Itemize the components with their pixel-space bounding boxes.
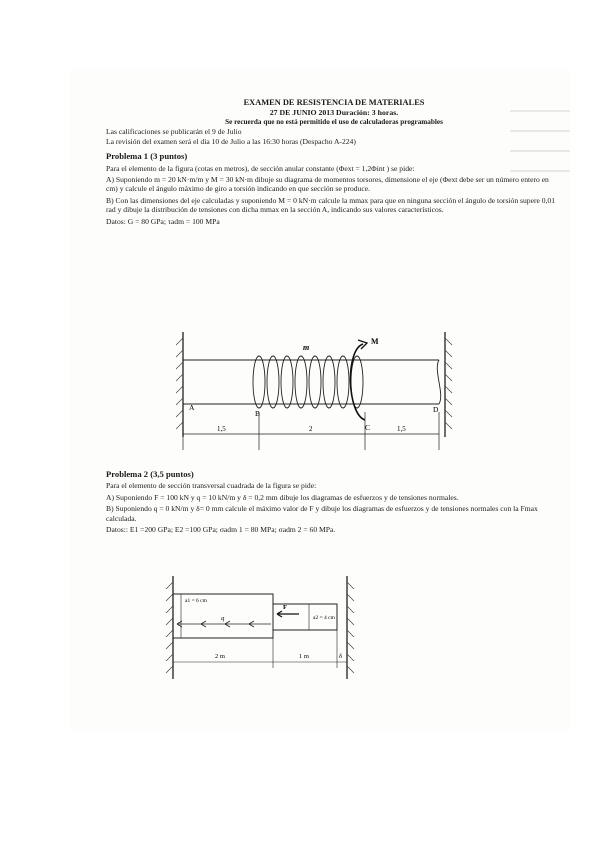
- problem2-content: [106, 470, 562, 536]
- review-line: La revisión del examen será el día 10 de Julio a las 16:30 horas (Despacho A-224): [106, 136, 356, 146]
- problem2-heading: Problema 2 (3,5 puntos): [106, 469, 194, 479]
- dim-2m: 2 m: [215, 653, 225, 660]
- shaft: [183, 360, 441, 404]
- moment-M-symbol: [350, 340, 367, 420]
- problem2-figure: [163, 574, 368, 689]
- dim-1-5-left: 1,5: [217, 425, 226, 433]
- label-B: B: [255, 409, 261, 418]
- dim-1-5-right: 1,5: [397, 425, 406, 433]
- label-D: D: [433, 405, 439, 414]
- left-wall: [176, 332, 183, 437]
- grades-line: Las calificaciones se publicarán el 9 de Julio: [106, 127, 242, 137]
- label-a2: a2 = 4 cm: [313, 615, 335, 621]
- problem1-figure: [175, 322, 460, 462]
- dim-1m: 1 m: [299, 653, 309, 660]
- p2-dimension-line: [173, 630, 347, 668]
- problem1-part-a: A) Suponiendo m = 20 kN·m/m y M = 30 kN·m dibuje su diagrama de momentos torsores, dimensione el eje (Φext debe ser un número entero en cm) y calcule el ángulo máximo de giro a torsión indicando en que sección se produce.: [106, 175, 549, 194]
- distributed-torque-coils: [253, 356, 363, 408]
- label-M: M: [371, 337, 379, 346]
- label-m: m: [303, 343, 310, 352]
- force-F-arrow: [277, 611, 299, 617]
- label-a1: a1 = 6 cm: [185, 598, 207, 604]
- problem1-heading: Problema 1 (3 puntos): [106, 151, 188, 162]
- problem2-part-b: B) Suponiendo q = 0 kN/m y δ= 0 mm calcule el máximo valor de F y dibuje los diagramas de esfuerzos y de tensiones normales con la Fmax calculada.: [106, 504, 538, 523]
- problem1-intro: Para el elemento de la figura (cotas en metros), de sección anular constante (Φext = 1,2Φint ) se pide:: [106, 163, 415, 173]
- label-q: q: [221, 615, 225, 622]
- exam-content: [106, 98, 562, 228]
- p2-left-wall: [166, 576, 173, 679]
- problem2-intro: Para el elemento de sección transversal cuadrada de la figura se pide:: [106, 481, 317, 491]
- p2-right-wall: [347, 576, 354, 679]
- problem1-part-b: B) Con las dimensiones del eje calculadas y suponiendo M = 0 kN·m calcule la mmax para que en ninguna sección el ángulo de torsión supere 0,01 rad y dibuje la distribución de tensiones con dicha mmax en la sección A, indicando sus valores característicos.: [106, 195, 556, 215]
- exam-title: EXAMEN DE RESISTENCIA DE MATERIALES: [243, 98, 425, 107]
- label-F: F: [283, 604, 287, 611]
- problem2-part-a: A) Suponiendo F = 100 kN y q = 10 kN/m y δ = 0,2 mm dibuje los diagramas de esfuerzos y de tensiones normales.: [106, 492, 459, 502]
- calculator-note: Se recuerda que no está permitido el uso de calculadoras programables: [225, 118, 443, 126]
- label-C: C: [365, 423, 371, 432]
- dim-delta: δ: [339, 653, 343, 660]
- label-A: A: [189, 403, 195, 412]
- right-wall: [445, 332, 452, 437]
- exam-subtitle: 27 DE JUNIO 2013 Duración: 3 horas.: [269, 107, 399, 117]
- problem1-data: Datos: G = 80 GPa; τadm = 100 MPa: [106, 216, 220, 226]
- problem2-data: Datos:: E1 =200 GPa; E2 =100 GPa; σadm 1 = 80 MPa; σadm 2 = 60 MPa.: [106, 525, 336, 535]
- dim-2: 2: [309, 425, 313, 433]
